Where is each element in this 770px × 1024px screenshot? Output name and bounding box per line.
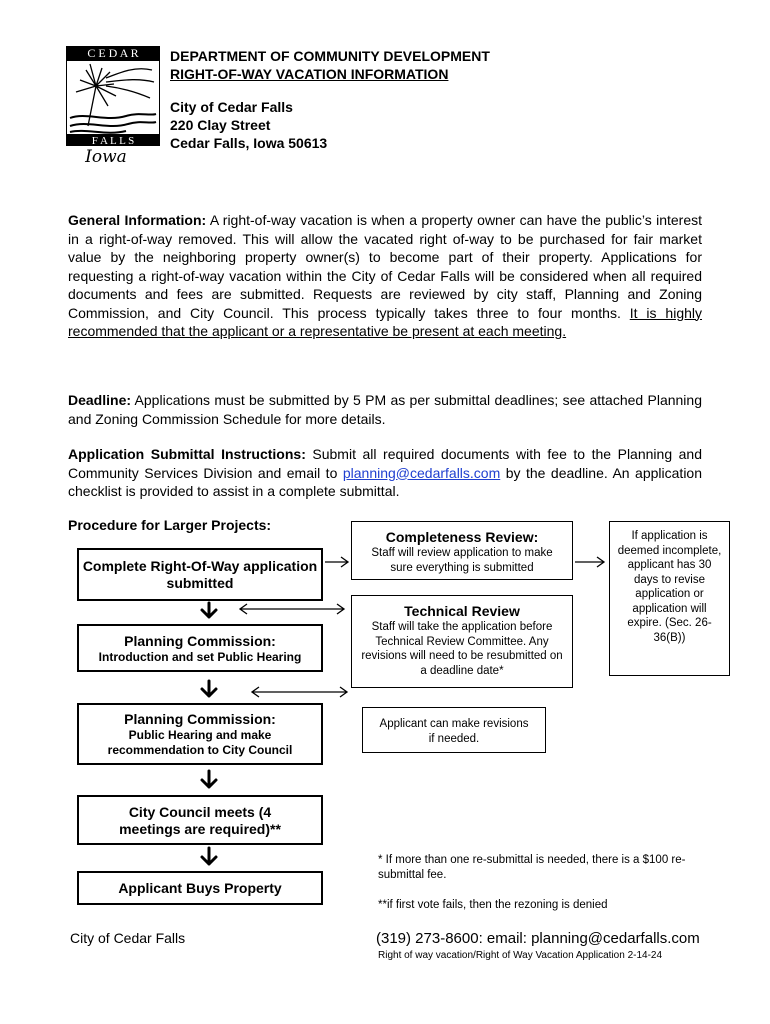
logo-top-text: C E D A R: [87, 46, 139, 60]
procedure-title: Procedure for Larger Projects:: [68, 517, 272, 533]
rezoning-denied-note: **if first vote fails, then the rezoning is denied: [378, 899, 608, 911]
email-link[interactable]: planning@cedarfalls.com: [342, 464, 501, 481]
step-label: Applicant Buys Property: [118, 880, 282, 896]
step-sublabel: Introduction and set Public Hearing: [98, 650, 302, 664]
step-label: Planning Commission:: [124, 633, 276, 649]
arrow-down-icon: [202, 848, 216, 864]
arrow-right-icon: [575, 557, 604, 567]
footer-contact: (319) 273-8600: email: planning@cedarfalls.com: [376, 930, 700, 947]
logo-script-text: Iowa: [85, 147, 127, 164]
instructions-text-after: by the deadline. An application checklist is provided to assist in a complete submittal.: [68, 464, 702, 499]
step-label: City Council meets (4 meetings are required)**: [119, 804, 281, 837]
footer-form-reference: Right of way vacation/Right of Way Vacation Application 2-14-24: [378, 950, 663, 961]
deadline-text: Applications must be submitted by 5 PM as per submittal deadlines; see attached Planning and Zoning Commission Schedule for more details.: [68, 392, 702, 427]
completeness-text: Staff will review application to make sure everything is submitted: [371, 547, 553, 574]
arrow-down-icon: [202, 771, 216, 787]
technical-text: Staff will take the application before Technical Review Committee. Any revisions will need to be resubmitted on a deadline date*: [361, 621, 563, 677]
instructions-label: Application Submittal Instructions:: [68, 446, 306, 462]
logo-bottom-text: F A L L S: [91, 135, 135, 147]
technical-title: Technical Review: [404, 603, 520, 619]
arrow-down-icon: [202, 603, 216, 617]
deadline-label: Deadline:: [68, 392, 132, 408]
step-label: Complete Right-Of-Way application submitted: [82, 558, 318, 591]
step-sublabel: Public Hearing and make recommendation to City Council: [107, 728, 293, 757]
double-arrow-icon: [240, 604, 344, 614]
arrow-down-icon: [202, 681, 216, 696]
double-arrow-icon: [252, 687, 347, 697]
general-recommendation: It is highly recommended that the applicant or a representative be present at each meeting.: [68, 304, 703, 339]
incomplete-text: If application is deemed incomplete, applicant has 30 days to revise application or application will expire. (Sec. 26-36(B)): [617, 530, 722, 644]
general-text: A right-of-way vacation is when a property owner can have the public’s interest in a right-of-way removed. This will allow the vacated right of-way to be purchased for fair market value by the neighboring property owner(s) to become part of their property. Applications for requesting a right-of-way vacation within the City of Cedar Falls will be considered when all required documents and fees are submitted. Requests are reviewed by city staff, Planning and Zoning Commission, and City Council. This process typically takes three to four months.: [68, 212, 703, 321]
step-label: Planning Commission:: [124, 711, 276, 727]
resubmittal-fee-note: * If more than one re-submittal is needed, there is a $100 re-submittal fee.: [378, 854, 686, 881]
arrow-right-icon: [325, 557, 348, 567]
completeness-title: Completeness Review:: [385, 529, 539, 545]
general-label: General Information:: [68, 212, 207, 228]
address-city: City of Cedar Falls: [170, 99, 293, 115]
address-street: 220 Clay Street: [170, 117, 271, 133]
document-title: RIGHT-OF-WAY VACATION INFORMATION: [170, 66, 449, 82]
footer-city: City of Cedar Falls: [70, 930, 186, 946]
instructions-text-before: Submit all required documents with fee to the Planning and Community Services Division and email to: [68, 446, 702, 481]
address-city-state: Cedar Falls, Iowa 50613: [170, 135, 328, 151]
department-name: DEPARTMENT OF COMMUNITY DEVELOPMENT: [170, 48, 490, 64]
revisions-text: Applicant can make revisions if needed.: [379, 718, 529, 745]
